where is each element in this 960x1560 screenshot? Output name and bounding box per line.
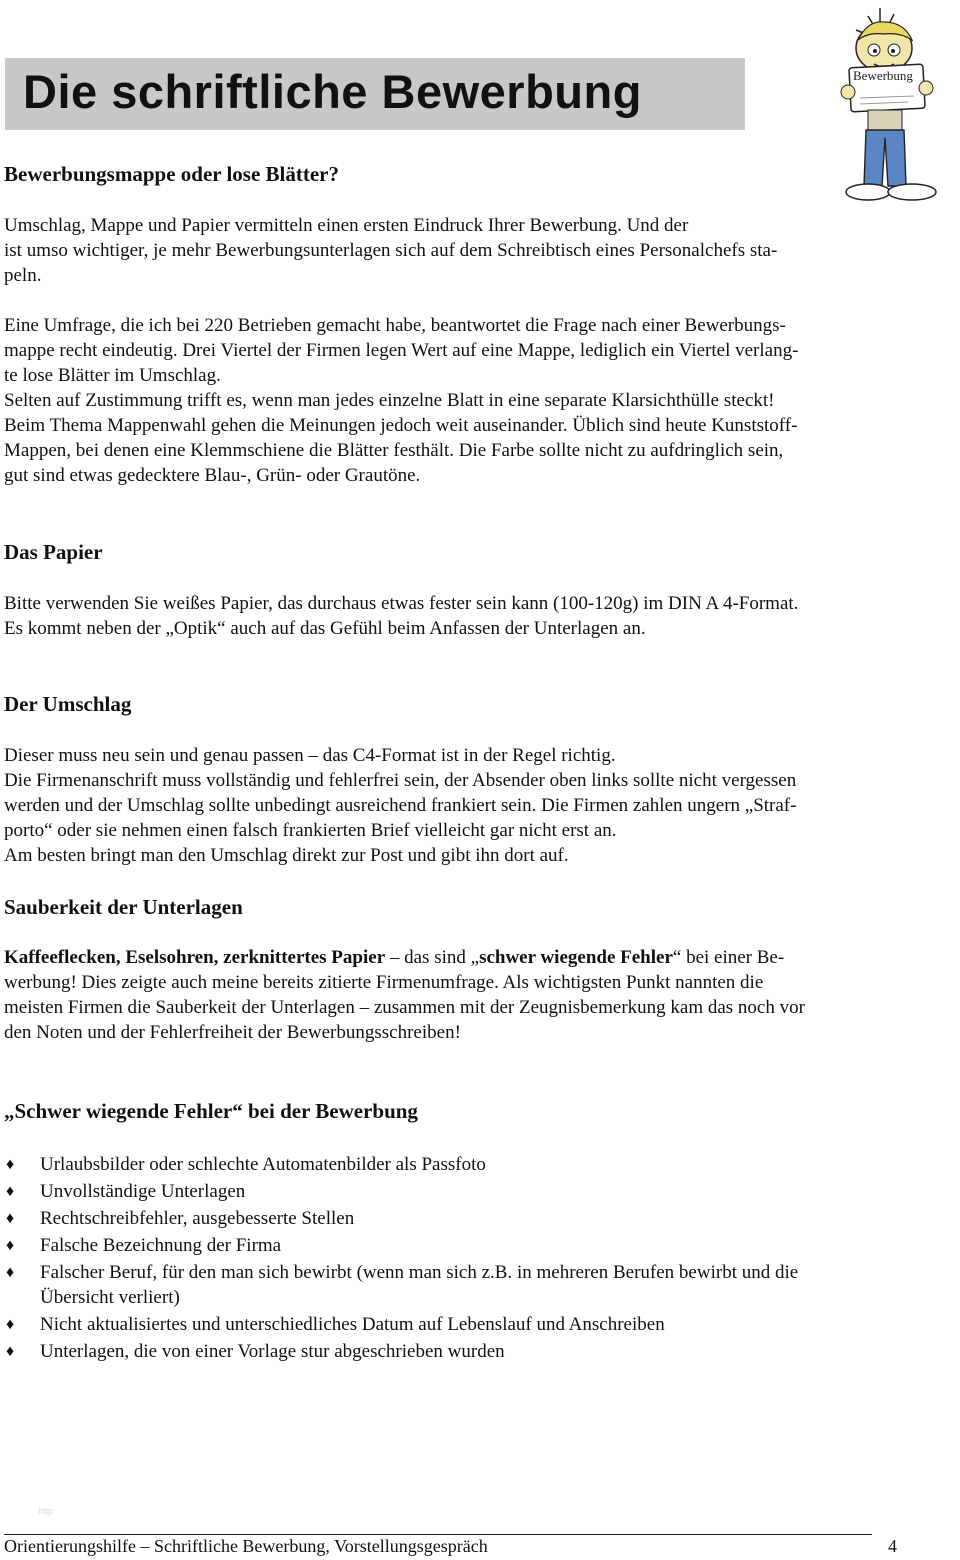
- cartoon-sign-text: Bewerbung: [853, 68, 913, 83]
- list-item-text: Falscher Beruf, für den man sich bewirbt (wenn man sich z.B. in mehreren Berufen bewirbt und die: [40, 1262, 799, 1283]
- text-line: Dieser muss neu sein und genau passen – das C4-Format ist in der Regel richtig.: [4, 745, 616, 766]
- diamond-bullet-icon: ♦: [6, 1237, 15, 1254]
- list-item: [4, 1339, 924, 1364]
- text-line: werden und der Umschlag sollte unbedingt ausreichend frankiert sein. Die Firmen zahlen ungern „Straf-: [4, 795, 797, 816]
- text-line: ist umso wichtiger, je mehr Bewerbungsunterlagen sich auf dem Schreibtisch eines Personalchefs sta-: [4, 240, 778, 261]
- cartoon-applicant-illustration: [828, 4, 956, 210]
- list-item-text: Rechtschreibfehler, ausgebesserte Stellen: [40, 1208, 355, 1229]
- inline-text: – das sind „: [385, 947, 480, 968]
- page-number: 4: [888, 1536, 897, 1556]
- diamond-bullet-icon: ♦: [6, 1156, 15, 1173]
- text-line: Umschlag, Mappe und Papier vermitteln einen ersten Eindruck Ihrer Bewerbung. Und der: [4, 215, 689, 236]
- bold-text: Kaffeeflecken, Eselsohren, zerknittertes Papier: [4, 947, 386, 968]
- text-line: Mappen, bei denen eine Klemmschiene die Blätter festhält. Die Farbe sollte nicht zu aufdringlich sein,: [4, 440, 784, 461]
- list-item: [4, 1233, 924, 1258]
- text-line: [4, 945, 924, 970]
- text-line: gut sind etwas gedecktere Blau-, Grün- oder Grautöne.: [4, 465, 421, 486]
- text-line: meisten Firmen die Sauberkeit der Unterlagen – zusammen mit der Zeugnisbemerkung kam das noch vor: [4, 997, 805, 1018]
- list-item-text: Nicht aktualisiertes und unterschiedliches Datum auf Lebenslauf und Anschreiben: [40, 1314, 665, 1335]
- diamond-bullet-icon: ♦: [6, 1183, 15, 1200]
- heading-sauberkeit: Sauberkeit der Unterlagen: [4, 895, 243, 919]
- paragraph-mappe-intro: [4, 213, 924, 288]
- text-line: Bitte verwenden Sie weißes Papier, das durchaus etwas fester sein kann (100-120g) im DIN A 4-Format.: [4, 593, 799, 614]
- heading-mappe: Bewerbungsmappe oder lose Blätter?: [4, 162, 340, 186]
- list-item: [4, 1206, 924, 1231]
- list-item: [4, 1152, 924, 1177]
- list-item-text: Falsche Bezeichnung der Firma: [40, 1235, 282, 1256]
- faint-watermark: http: [38, 1506, 54, 1516]
- text-line: Am besten bringt man den Umschlag direkt zur Post und gibt ihn dort auf.: [4, 845, 569, 866]
- footer-divider: [4, 1534, 872, 1535]
- list-item: [4, 1260, 924, 1310]
- bold-text: schwer wiegende Fehler: [479, 947, 673, 968]
- text-line: Es kommt neben der „Optik“ auch auf das Gefühl beim Anfassen der Unterlagen an.: [4, 618, 646, 639]
- text-line: Die Firmenanschrift muss vollständig und fehlerfrei sein, der Absender oben links sollte nicht vergessen: [4, 770, 797, 791]
- fehler-list: [4, 1152, 924, 1366]
- diamond-bullet-icon: ♦: [6, 1343, 15, 1360]
- paragraph-umschlag: [4, 743, 924, 868]
- text-line: porto“ oder sie nehmen einen falsch frankierten Brief vielleicht gar nicht erst an.: [4, 820, 617, 841]
- paragraph-mappe-umfrage: [4, 313, 924, 488]
- page-title: Die schriftliche Bewerbung: [23, 65, 642, 118]
- list-item: [4, 1312, 924, 1337]
- inline-text: “ bei einer Be-: [672, 947, 785, 968]
- paragraph-sauberkeit: [4, 945, 924, 1045]
- heading-umschlag: Der Umschlag: [4, 692, 132, 716]
- text-line: Selten auf Zustimmung trifft es, wenn man jedes einzelne Blatt in eine separate Klarsichthülle steckt!: [4, 390, 775, 411]
- text-line: mappe recht eindeutig. Drei Viertel der Firmen legen Wert auf eine Mappe, lediglich ein Viertel verlang-: [4, 340, 799, 361]
- list-item: [4, 1179, 924, 1204]
- list-item-text: Unterlagen, die von einer Vorlage stur abgeschrieben wurden: [40, 1341, 505, 1362]
- paragraph-papier: [4, 591, 924, 641]
- text-line: den Noten und der Fehlerfreiheit der Bewerbungsschreiben!: [4, 1022, 461, 1043]
- diamond-bullet-icon: ♦: [6, 1210, 15, 1227]
- text-line: Beim Thema Mappenwahl gehen die Meinungen jedoch weit auseinander. Üblich sind heute Kunststoff-: [4, 415, 798, 436]
- list-item-text: Übersicht verliert): [40, 1287, 180, 1308]
- text-line: Eine Umfrage, die ich bei 220 Betrieben gemacht habe, beantwortet die Frage nach einer Bewerbungs-: [4, 315, 786, 336]
- title-banner: [5, 58, 745, 130]
- heading-papier: Das Papier: [4, 540, 103, 564]
- list-item-text: Urlaubsbilder oder schlechte Automatenbilder als Passfoto: [40, 1154, 486, 1175]
- text-line: te lose Blätter im Umschlag.: [4, 365, 221, 386]
- text-line: werbung! Dies zeigte auch meine bereits zitierte Firmenumfrage. Als wichtigsten Punkt nannten die: [4, 972, 764, 993]
- text-line: peln.: [4, 265, 42, 286]
- footer-title: Orientierungshilfe – Schriftliche Bewerbung, Vorstellungsgespräch: [4, 1536, 488, 1556]
- diamond-bullet-icon: ♦: [6, 1316, 15, 1333]
- list-item-text: Unvollständige Unterlagen: [40, 1181, 246, 1202]
- diamond-bullet-icon: ♦: [6, 1264, 15, 1281]
- heading-fehler: „Schwer wiegende Fehler“ bei der Bewerbung: [4, 1099, 418, 1123]
